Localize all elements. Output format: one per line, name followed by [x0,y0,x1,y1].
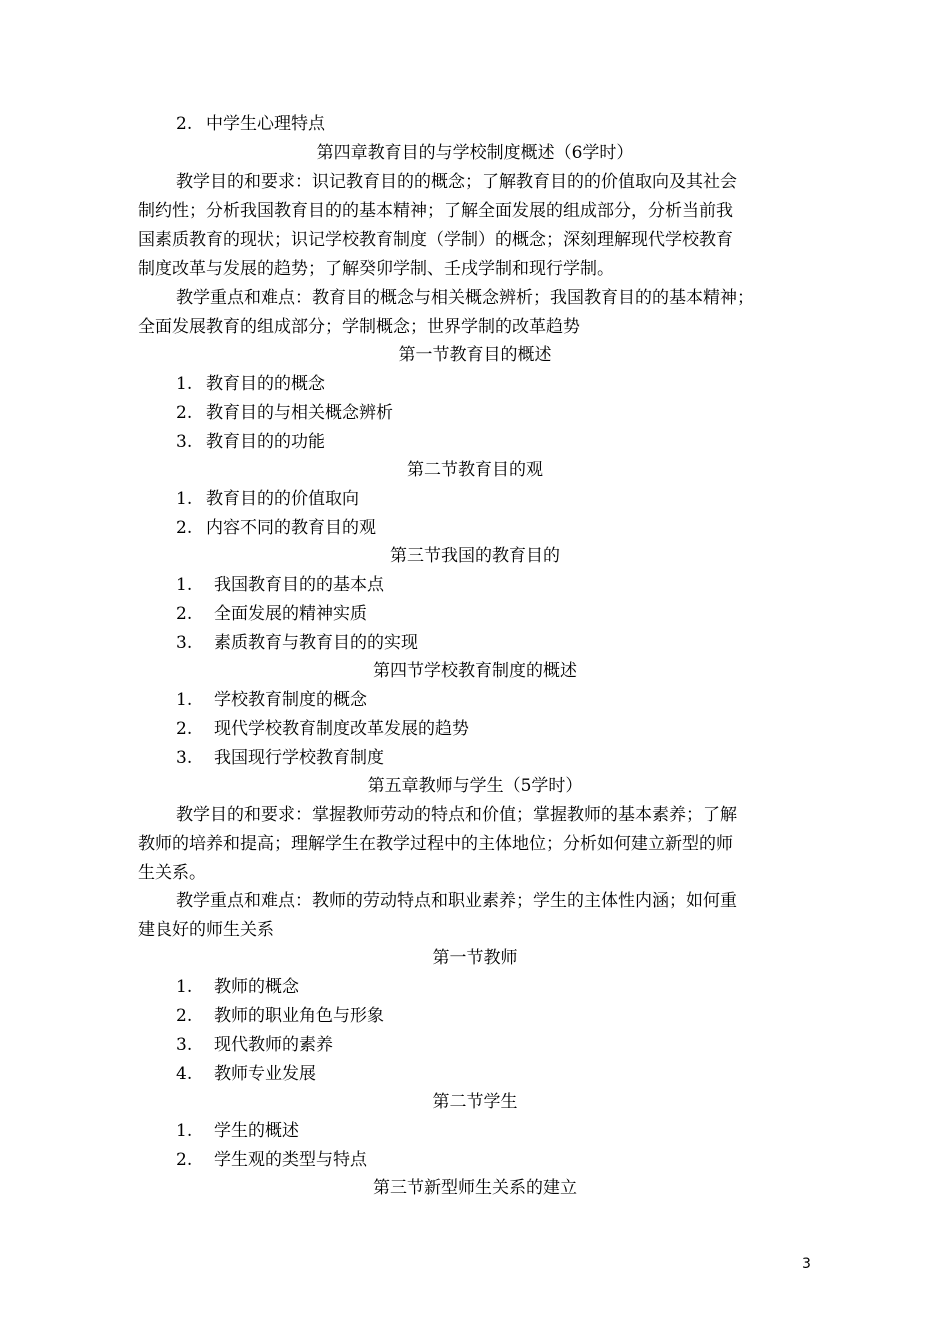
list-text: 我国教育目的的基本点 [214,575,384,595]
list-item [176,717,469,741]
list-item [176,1119,299,1143]
section-heading: 第二节学生 [432,1092,518,1112]
section-heading: 第一节教育目的概述 [398,345,552,365]
list-number: 2. [176,1150,193,1170]
list-item [176,975,299,999]
list-text: 现代教师的素养 [214,1035,333,1055]
list-item [176,573,384,597]
list-number: 1. [176,977,193,997]
list-number: 2. [176,604,193,624]
list-text: 中学生心理特点 [206,114,325,134]
paragraph-line: 生关系。 [138,863,206,883]
list-number: 3. [176,432,193,452]
list-text: 教育目的的功能 [206,432,325,452]
section-heading: 第四节学校教育制度的概述 [373,661,577,681]
list-number: 1. [176,575,193,595]
list-item [176,401,393,425]
list-text: 教育目的与相关概念辨析 [206,403,393,423]
list-item [176,487,359,511]
list-number: 2. [176,114,193,134]
list-number: 3. [176,1035,193,1055]
list-item [176,516,376,540]
list-text: 内容不同的教育目的观 [206,518,376,538]
section-heading: 第一节教师 [432,948,518,968]
list-number: 4. [176,1064,193,1084]
list-item [176,430,325,454]
list-text: 教师专业发展 [214,1064,316,1084]
paragraph-line: 教学目的和要求：识记教育目的的概念；了解教育目的的价值取向及其社会 [176,172,737,192]
list-item [176,1148,367,1172]
section-heading: 第三节我国的教育目的 [390,546,560,566]
list-item [176,688,367,712]
section-heading: 第二节教育目的观 [407,460,543,480]
list-number: 3. [176,633,193,653]
list-item [176,1004,384,1028]
paragraph-line: 教学重点和难点：教师的劳动特点和职业素养；学生的主体性内涵；如何重 [176,891,737,911]
list-number: 2. [176,719,193,739]
list-number: 2. [176,518,193,538]
list-item [176,372,325,396]
list-number: 1. [176,690,193,710]
list-text: 学生观的类型与特点 [214,1150,367,1170]
list-item [176,1033,333,1057]
list-text: 素质教育与教育目的的实现 [214,633,418,653]
list-item [176,602,367,626]
list-item [176,112,325,136]
paragraph-line: 教师的培养和提高；理解学生在教学过程中的主体地位；分析如何建立新型的师 [138,834,733,854]
page-number: 3 [802,1256,811,1272]
list-number: 1. [176,374,193,394]
list-number: 2. [176,403,193,423]
list-text: 现代学校教育制度改革发展的趋势 [214,719,469,739]
list-text: 教育目的的概念 [206,374,325,394]
list-number: 3. [176,748,193,768]
list-text: 学生的概述 [214,1121,299,1141]
list-text: 教育目的的价值取向 [206,489,359,509]
list-number: 1. [176,489,193,509]
paragraph-line: 教学目的和要求：掌握教师劳动的特点和价值；掌握教师的基本素养；了解 [176,805,737,825]
paragraph-line: 教学重点和难点：教育目的概念与相关概念辨析；我国教育目的的基本精神； [176,288,754,308]
list-item [176,631,418,655]
paragraph-line: 制约性；分析我国教育目的的基本精神；了解全面发展的组成部分，分析当前我 [138,201,733,221]
list-item [176,746,384,770]
section-heading: 第三节新型师生关系的建立 [373,1178,577,1198]
list-text: 教师的职业角色与形象 [214,1006,384,1026]
list-text: 学校教育制度的概念 [214,690,367,710]
list-item [176,1062,316,1086]
list-text: 全面发展的精神实质 [214,604,367,624]
chapter-heading: 第四章教育目的与学校制度概述（6学时） [316,143,634,163]
list-number: 1. [176,1121,193,1141]
chapter-heading: 第五章教师与学生（5学时） [367,776,583,796]
paragraph-line: 国素质教育的现状；识记学校教育制度（学制）的概念；深刻理解现代学校教育 [138,230,733,250]
paragraph-line: 建良好的师生关系 [138,920,274,940]
list-number: 2. [176,1006,193,1026]
paragraph-line: 全面发展教育的组成部分；学制概念；世界学制的改革趋势 [138,317,580,337]
list-text: 我国现行学校教育制度 [214,748,384,768]
list-text: 教师的概念 [214,977,299,997]
paragraph-line: 制度改革与发展的趋势；了解癸卯学制、壬戌学制和现行学制。 [138,259,614,279]
